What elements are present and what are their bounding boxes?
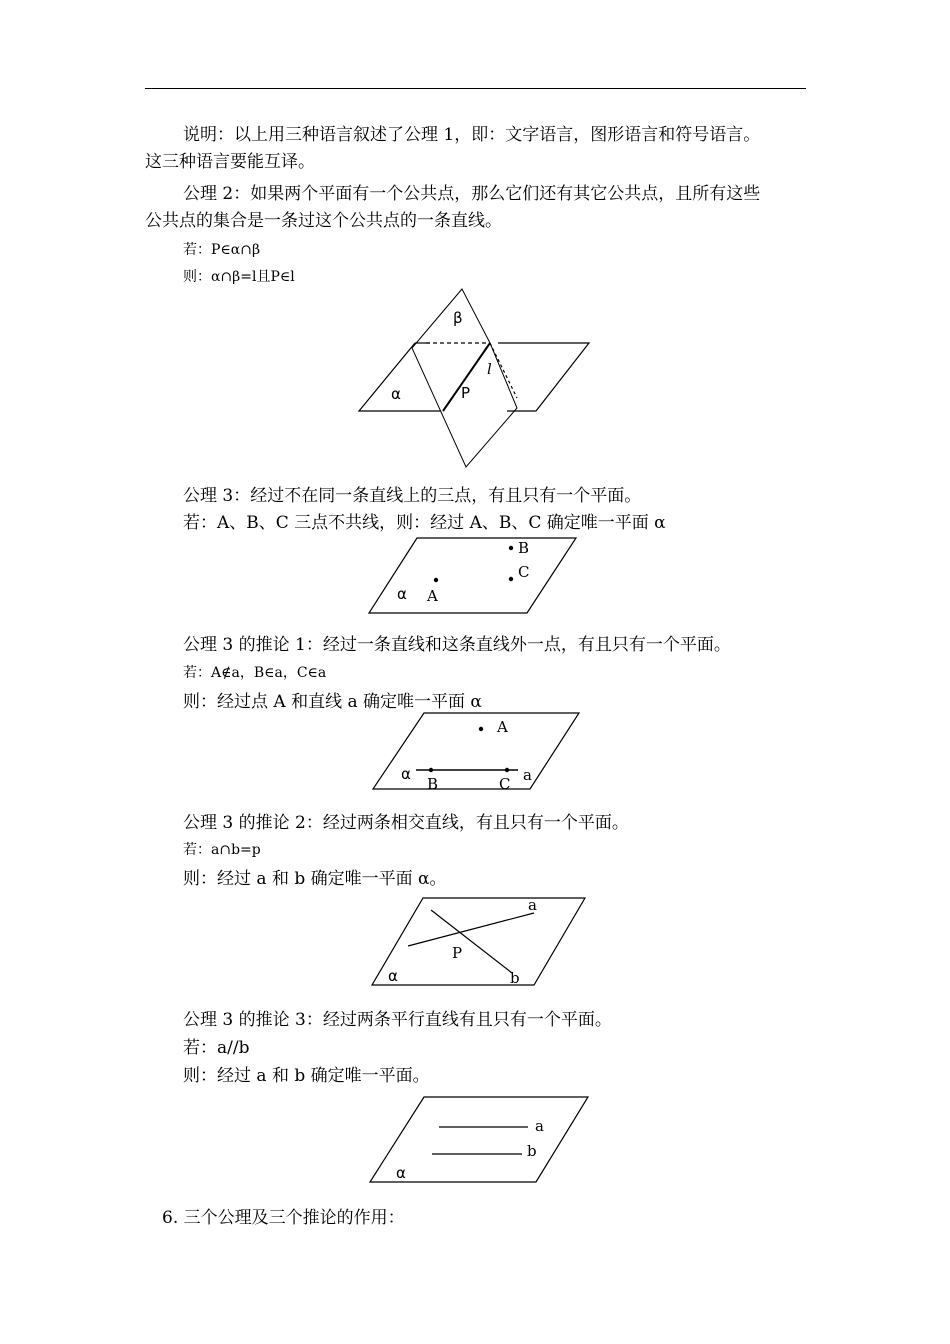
label-alpha: α <box>401 765 411 783</box>
label-b: b <box>510 969 520 987</box>
label-a-point: A <box>497 718 508 736</box>
label-line-a: a <box>523 766 532 784</box>
label-b: B <box>427 775 439 793</box>
note-line-2: 这三种语言要能互译。 <box>145 152 315 172</box>
corollary3-statement: 公理 3 的推论 3：经过两条平行直线有且只有一个平面。 <box>183 1010 612 1030</box>
corollary3-conclusion: 则：经过 a 和 b 确定唯一平面。 <box>183 1066 430 1086</box>
label-b: b <box>527 1142 537 1160</box>
axiom2-conclusion: 则：α∩β=l且P∈l <box>183 269 295 285</box>
label-a: A <box>427 587 438 605</box>
corollary2-conclusion: 则：经过 a 和 b 确定唯一平面 α。 <box>183 869 447 889</box>
corollary2-condition: 若：a∩b=p <box>183 842 261 858</box>
corollary2-statement: 公理 3 的推论 2：经过两条相交直线，有且只有一个平面。 <box>183 813 629 833</box>
corollary1-condition: 若：A∉a，B∈a，C∈a <box>183 665 327 681</box>
note-line-1: 说明：以上用三种语言叙述了公理 1，即：文字语言，图形语言和符号语言。 <box>183 125 761 145</box>
label-c: C <box>499 775 511 793</box>
axiom3-statement: 公理 3：经过不在同一条直线上的三点，有且只有一个平面。 <box>183 486 642 506</box>
label-beta: β <box>453 309 463 327</box>
label-alpha: α <box>396 1164 406 1182</box>
label-p: P <box>452 944 463 962</box>
axiom2-condition: 若：P∈α∩β <box>183 242 261 258</box>
label-a: a <box>528 896 537 914</box>
corollary1-conclusion: 则：经过点 A 和直线 a 确定唯一平面 α <box>183 692 482 712</box>
corollary3-condition: 若：a//b <box>183 1038 250 1058</box>
label-p: P <box>461 384 471 402</box>
label-a: a <box>535 1117 544 1135</box>
axiom2-line-2: 公共点的集合是一条过这个公共点的一条直线。 <box>145 211 502 231</box>
corollary1-statement: 公理 3 的推论 1：经过一条直线和这条直线外一点，有且只有一个平面。 <box>183 635 731 655</box>
label-alpha: α <box>388 967 398 985</box>
label-l: l <box>487 360 492 378</box>
section-6-heading: 6. 三个公理及三个推论的作用： <box>162 1208 405 1228</box>
label-c: C <box>518 563 530 581</box>
axiom3-condition: 若：A、B、C 三点不共线，则：经过 A、B、C 确定唯一平面 α <box>183 513 666 533</box>
label-alpha: α <box>397 585 407 603</box>
label-b: B <box>518 539 530 557</box>
label-alpha: α <box>391 385 401 403</box>
axiom2-line-1: 公理 2：如果两个平面有一个公共点，那么它们还有其它公共点，且所有这些 <box>183 184 761 204</box>
